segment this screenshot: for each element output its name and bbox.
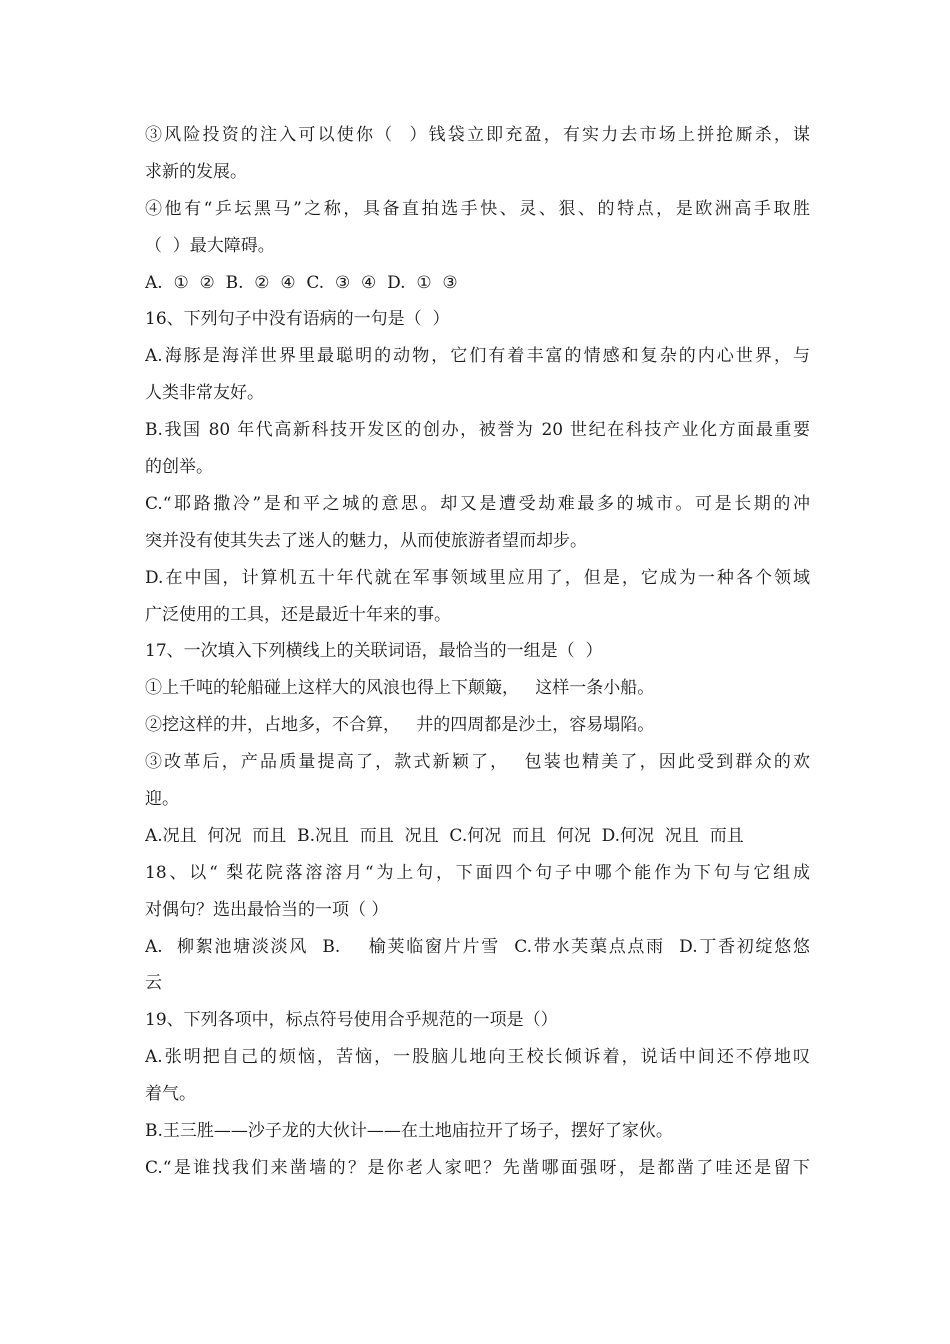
text-line: C.“耶路撒冷”是和平之城的意思。却又是遭受劫难最多的城市。可是长期的冲: [145, 493, 810, 514]
answer-options: A. 柳絮池塘淡淡风 B. 榆荚临窗片片雪 C.带水芙蕖点点雨 D.丁香初绽悠悠: [145, 936, 810, 957]
text-line: 人类非常友好。: [145, 383, 264, 404]
text-line: ③改革后，产品质量提高了，款式新颖了， 包装也精美了，因此受到群众的欢: [145, 752, 810, 773]
text-line: 突并没有使其失去了迷人的魅力，从而使旅游者望而却步。: [145, 530, 587, 551]
text-line: ③风险投资的注入可以使你（ ）钱袋立即充盈，有实力去市场上拼抢厮杀，谋: [145, 125, 810, 145]
text-line: 迎。: [145, 789, 179, 810]
question-17: 17、一次填入下列横线上的关联词语，最恰当的一组是（ ）: [145, 641, 603, 662]
text-line: ①上千吨的轮船碰上这样大的风浪也得上下颠簸， 这样一条小船。: [145, 678, 655, 699]
answer-options: A. ① ② B. ② ④ C. ③ ④ D. ① ③: [145, 272, 458, 293]
text-line: 的创举。: [145, 457, 213, 478]
text-line: 对偶句？选出最恰当的一项（ ）: [145, 899, 389, 920]
text-line: 着气。: [145, 1084, 196, 1105]
answer-options: A.况且 何况 而且 B.况且 而且 况且 C.何况 而且 何况 D.何况 况且 而且: [145, 825, 744, 846]
text-line: ④他有“乒坛黑马”之称，具备直拍选手快、灵、狠、的特点，是欧洲高手取胜: [145, 198, 810, 219]
text-line: （ ）最大障碍。: [145, 235, 275, 256]
text-line: D.在中国，计算机五十年代就在军事领域里应用了，但是，它成为一种各个领域: [145, 567, 810, 588]
text-line: B.我国 80 年代高新科技开发区的创办，被誉为 20 世纪在科技产业化方面最重要: [145, 420, 810, 441]
text-line: 广泛使用的工具，还是最近十年来的事。: [145, 604, 451, 625]
text-line: A.海豚是海洋世界里最聪明的动物，它们有着丰富的情感和复杂的内心世界，与: [145, 346, 810, 367]
text-line: C.“是谁找我们来凿墙的？是你老人家吧？先凿哪面强呀，是都凿了哇还是留下: [145, 1157, 810, 1178]
question-16: 16、下列句子中没有语病的一句是（ ）: [145, 309, 450, 330]
text-line: ②挖这样的井，占地多，不合算， 井的四周都是沙土，容易塌陷。: [145, 715, 655, 736]
text-line: 求新的发展。: [145, 161, 247, 182]
question-18: 18、以“ 梨花院落溶溶月“为上句，下面四个句子中哪个能作为下句与它组成: [145, 862, 810, 883]
question-19: 19、下列各项中，标点符号使用合乎规范的一项是（）: [145, 1010, 558, 1031]
document-page: [145, 117, 810, 1187]
text-line: B.王三胜——沙子龙的大伙计——在土地庙拉开了场子，摆好了家伙。: [145, 1121, 673, 1142]
text-line: A.张明把自己的烦恼，苦恼，一股脑儿地向王校长倾诉着，说话中间还不停地叹: [145, 1047, 810, 1068]
text-line: 云: [145, 973, 162, 994]
